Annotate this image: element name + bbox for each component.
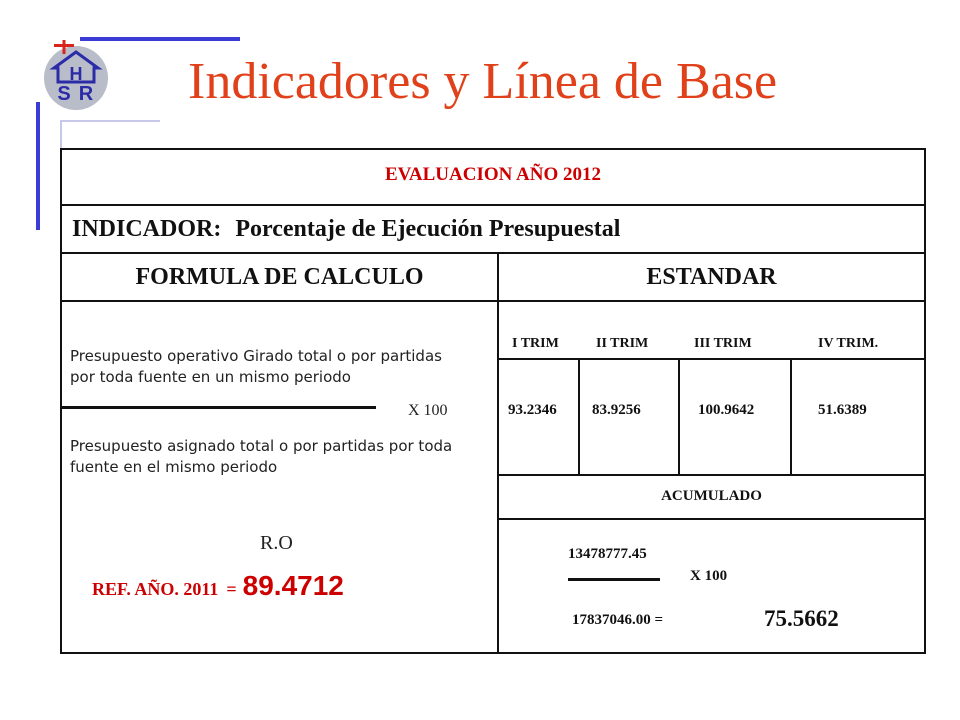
evaluation-year: EVALUACION AÑO 2012	[384, 164, 602, 185]
fraction-bar	[60, 406, 376, 409]
reference-value: 89.4712	[242, 570, 344, 601]
indicator-value: Porcentaje de Ejecución Presupuestal	[235, 216, 621, 242]
row-divider	[62, 300, 924, 302]
column-divider	[790, 358, 792, 474]
formula-multiplier: X 100	[408, 402, 448, 419]
quarter-value: 51.6389	[818, 402, 867, 418]
acumulado-fraction-bar	[568, 578, 660, 581]
indicator-table	[60, 148, 926, 654]
acumulado-numerator: 13478777.45	[568, 546, 647, 562]
indicator-row	[72, 216, 620, 243]
reference-label: REF. AÑO. 2011	[92, 579, 219, 599]
quarter-label: IV TRIM.	[818, 336, 879, 351]
hospital-logo	[40, 40, 112, 112]
decorative-line-left	[36, 102, 40, 230]
formula-numerator: Presupuesto operativo Girado total o por partidas por toda fuente en un mismo periodo	[70, 347, 442, 386]
acumulado-header: ACUMULADO	[661, 488, 762, 504]
acumulado-result: 75.5662	[764, 606, 839, 631]
formula-denominator: Presupuesto asignado total o por partidas por toda fuente en el mismo periodo	[70, 437, 453, 476]
row-divider	[499, 474, 924, 476]
row-divider	[499, 358, 924, 360]
row-divider	[62, 252, 924, 254]
column-divider	[497, 252, 499, 652]
column-divider	[678, 358, 680, 474]
logo-letter-s: S	[57, 83, 71, 105]
funding-source: R.O	[260, 532, 293, 554]
logo-letter-h: H	[69, 64, 83, 84]
quarter-value: 83.9256	[592, 402, 641, 418]
row-divider	[62, 204, 924, 206]
quarter-label: II TRIM	[596, 336, 649, 351]
quarter-value: 93.2346	[508, 402, 557, 418]
logo-letter-r: R	[78, 83, 94, 105]
reference-year-value	[92, 570, 344, 602]
column-divider	[578, 358, 580, 474]
estandar-header: ESTANDAR	[646, 264, 777, 290]
reference-equals: =	[226, 579, 237, 599]
formula-header: FORMULA DE CALCULO	[135, 264, 424, 290]
indicator-label: INDICADOR:	[72, 216, 222, 242]
acumulado-denominator: 17837046.00 =	[572, 612, 664, 628]
quarter-value: 100.9642	[698, 402, 755, 418]
quarter-label: III TRIM	[694, 336, 752, 351]
acumulado-multiplier: X 100	[690, 568, 728, 584]
quarter-label: I TRIM	[512, 336, 559, 351]
page-title: Indicadores y Línea de Base	[188, 53, 778, 110]
row-divider	[499, 518, 924, 520]
decorative-line-thin-top	[60, 120, 160, 122]
